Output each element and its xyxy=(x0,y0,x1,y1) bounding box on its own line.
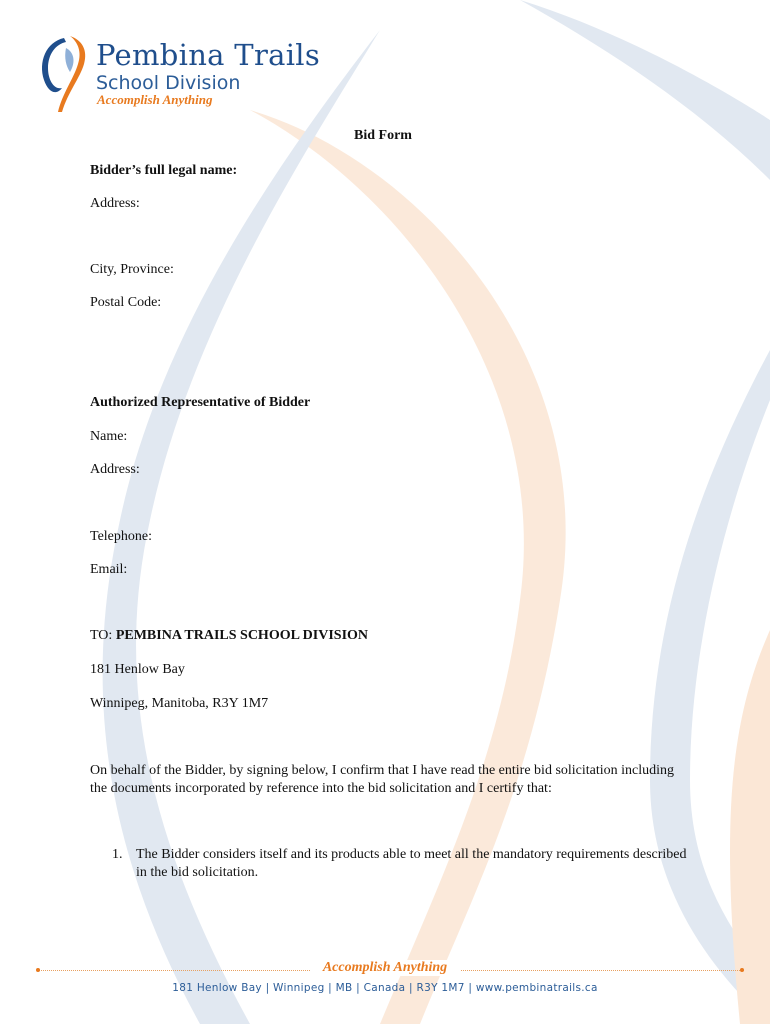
bidder-postal-label: Postal Code: xyxy=(90,295,162,310)
footer-address: 181 Henlow Bay | Winnipeg | MB | Canada | R3Y 1M7 | www.pembinatrails.ca xyxy=(172,982,598,994)
recipient-to-label: TO: xyxy=(90,628,113,643)
bidder-address-label: Address: xyxy=(90,196,140,211)
recipient-line xyxy=(90,627,368,645)
recipient-street: 181 Henlow Bay xyxy=(90,662,185,677)
list-item-text: The Bidder considers itself and its products able to meet all the mandatory requirements described in the bid solicitation. xyxy=(136,847,687,880)
rep-telephone-label: Telephone: xyxy=(90,529,152,544)
rep-address-label: Address: xyxy=(90,462,140,477)
logo-subtitle: School Division xyxy=(96,72,241,94)
rep-name-label: Name: xyxy=(90,429,128,444)
footer-tagline: Accomplish Anything xyxy=(310,960,460,976)
form-title: Bid Form xyxy=(354,128,412,143)
bidder-city-label: City, Province: xyxy=(90,262,174,277)
logo-tagline: Accomplish Anything xyxy=(97,92,213,107)
recipient-name: PEMBINA TRAILS SCHOOL DIVISION xyxy=(115,628,369,643)
rep-email-label: Email: xyxy=(90,562,128,577)
list-item-number: 1. xyxy=(112,847,123,862)
bidder-name-label: Bidder’s full legal name: xyxy=(90,163,238,178)
representative-heading: Authorized Representative of Bidder xyxy=(90,395,311,410)
recipient-city: Winnipeg, Manitoba, R3Y 1M7 xyxy=(90,696,269,711)
footer-left-dot xyxy=(36,968,40,972)
footer-right-dot xyxy=(740,968,744,972)
logo-title: Pembina Trails xyxy=(96,38,321,72)
certification-statement: On behalf of the Bidder, by signing below, I confirm that I have read the entire bid solicitation including the documents incorporated by reference into the bid solicitation and I certify that: xyxy=(90,763,675,796)
